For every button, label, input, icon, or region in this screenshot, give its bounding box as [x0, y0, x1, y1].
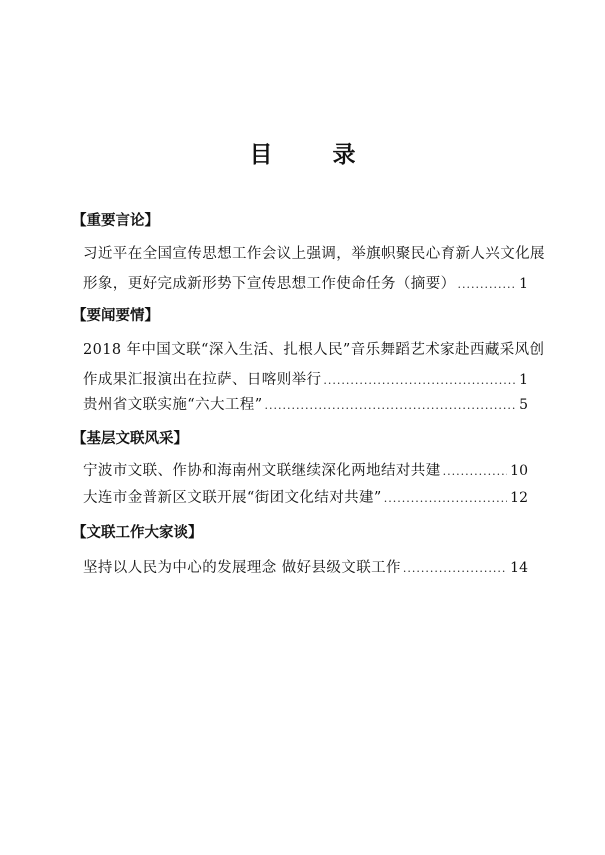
dot-leader [265, 391, 517, 421]
toc-entry[interactable] [83, 390, 528, 421]
toc-entry-text-line1: 习近平在全国宣传思想工作会议上强调，举旗帜聚民心育新人兴文化展 [83, 246, 545, 262]
dot-leader [403, 554, 507, 584]
toc-title: 目 录 [249, 142, 382, 168]
toc-entry-text: 宁波市文联、作协和海南州文联继续深化两地结对共建 [83, 463, 441, 479]
dot-leader [458, 270, 517, 300]
dot-leader [384, 484, 507, 514]
section-heading-grassroots: 【基层文联风采】 [72, 431, 188, 447]
toc-entry-text-line1: 2018 年中国文联“深入生活、扎根人民”音乐舞蹈艺术家赴西藏采风创 [83, 342, 545, 358]
toc-entry-text: 贵州省文联实施“六大工程” [83, 397, 263, 413]
toc-entry-page-number: 10 [510, 463, 528, 479]
section-heading-important-speeches: 【重要言论】 [72, 213, 159, 229]
toc-entry-page-number: 14 [510, 560, 528, 576]
toc-entry-page-number: 12 [510, 490, 528, 506]
toc-entry[interactable] [83, 335, 545, 396]
section-heading-news: 【要闻要情】 [72, 308, 159, 324]
toc-entry[interactable] [83, 239, 545, 300]
toc-entry-text: 大连市金普新区文联开展“街团文化结对共建” [83, 490, 382, 506]
section-heading-work-discussion: 【文联工作大家谈】 [72, 525, 203, 541]
toc-entry-page-number: 1 [519, 372, 528, 388]
toc-entry[interactable] [83, 553, 528, 584]
toc-entry-page-number: 5 [519, 397, 528, 413]
toc-entry[interactable] [83, 483, 528, 514]
toc-entry-page-number: 1 [519, 276, 528, 292]
toc-entry-text: 坚持以人民为中心的发展理念 做好县级文联工作 [83, 560, 401, 576]
toc-entry-text: 作成果汇报演出在拉萨、日喀则举行 [83, 372, 322, 388]
toc-entry-text: 形象，更好完成新形势下宣传思想工作使命任务（摘要） [83, 276, 456, 292]
